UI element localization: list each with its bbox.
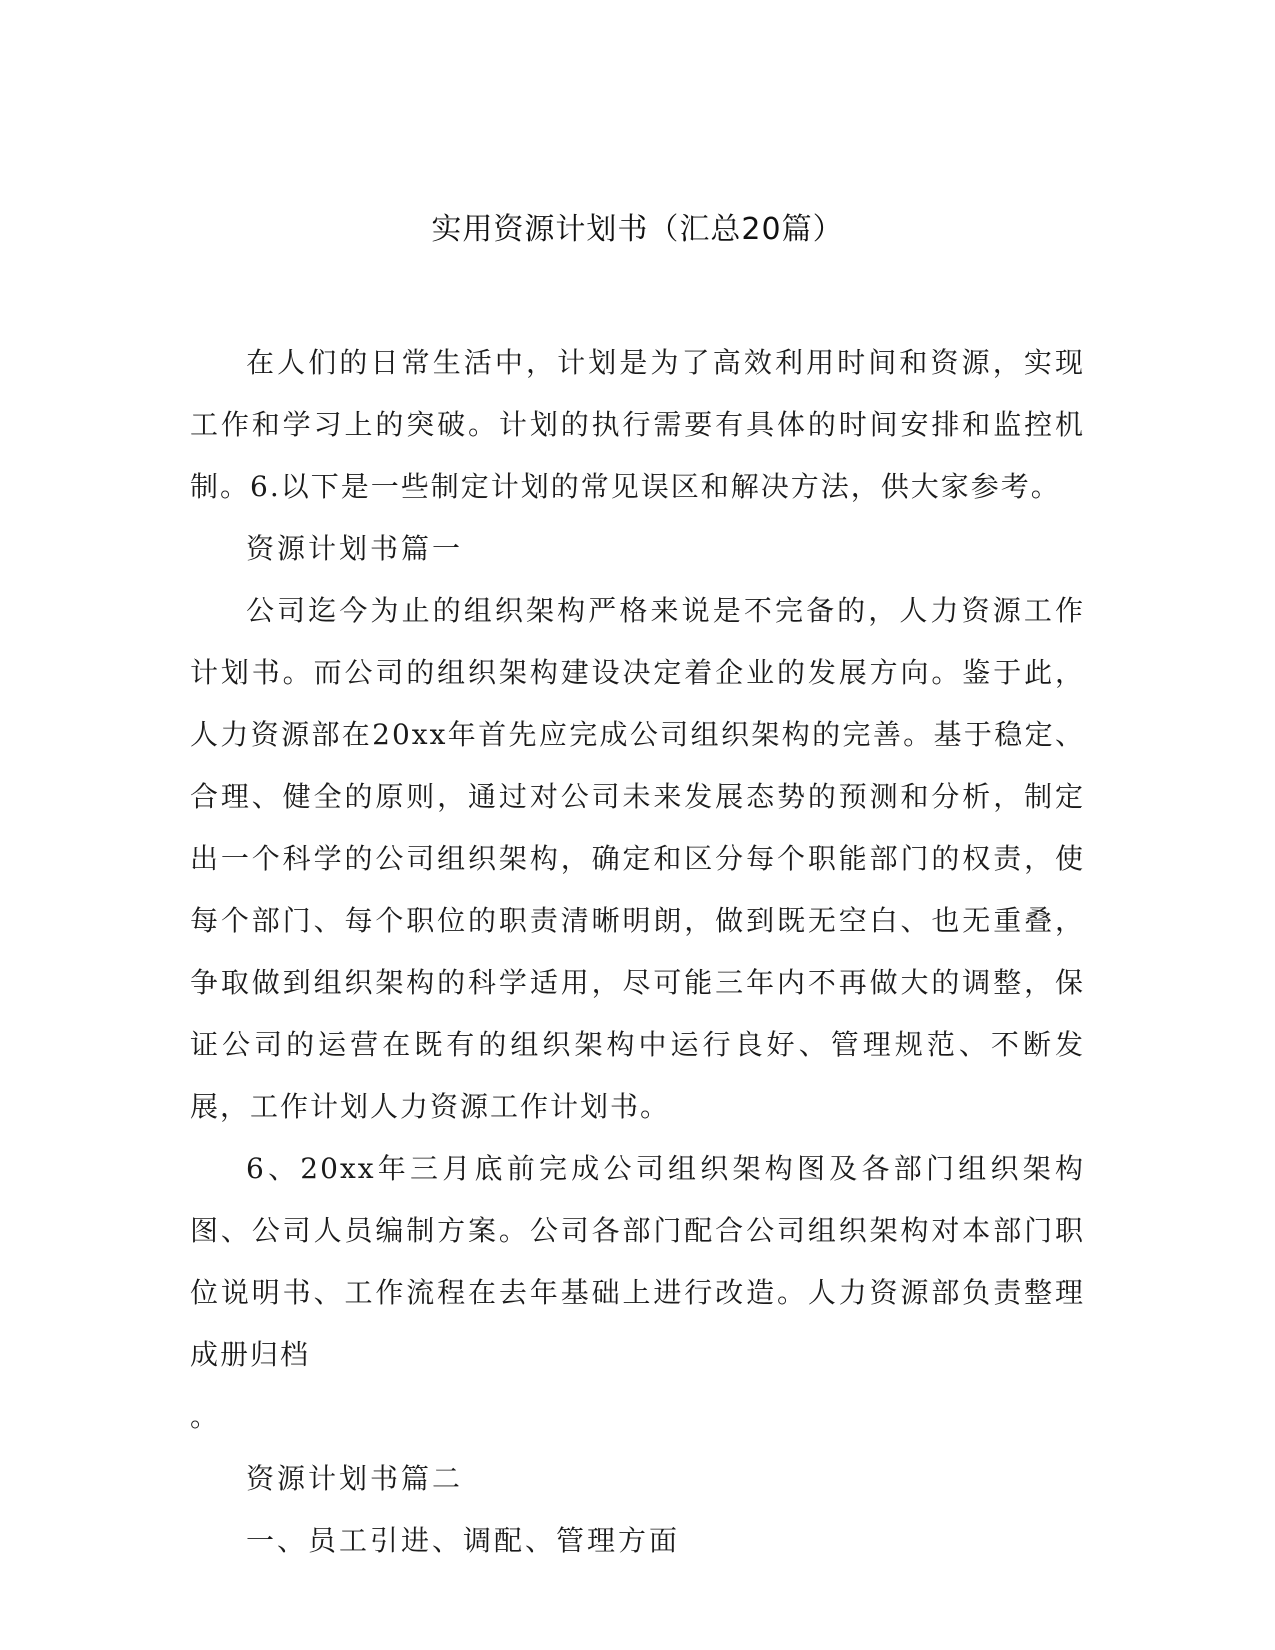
section1-paragraph-1: 公司迄今为止的组织架构严格来说是不完备的，人力资源工作计划书。而公司的组织架构建设决定着企业的发展方向。鉴于此，人力资源部在20xx年首先应完成公司组织架构的完善。基于稳定、合理、健全的原则，通过对公司未来发展态势的预测和分析，制定出一个科学的公司组织架构，确定和区分每个职能部门的权责，使每个部门、每个职位的职责清晰明朗，做到既无空白、也无重叠，争取做到组织架构的科学适用，尽可能三年内不再做大的调整，保证公司的运营在既有的组织架构中运行良好、管理规范、不断发展，工作计划人力资源工作计划书。 xyxy=(190,594,1085,1123)
document-title: 实用资源计划书（汇总20篇） xyxy=(431,212,844,247)
section1-paragraph-2-end-mark: 。 xyxy=(190,1400,219,1433)
section2-item-1: 一、员工引进、调配、管理方面 xyxy=(246,1524,681,1557)
section1-paragraph-2: 6、20xx年三月底前完成公司组织架构图及各部门组织架构图、公司人员编制方案。公司各部门配合公司组织架构对本部门职位说明书、工作流程在去年基础上进行改造。人力资源部负责整理成册归档 xyxy=(190,1152,1085,1371)
section-heading-2: 资源计划书篇二 xyxy=(246,1462,464,1495)
document-body xyxy=(190,332,1085,1572)
intro-paragraph: 在人们的日常生活中，计划是为了高效利用时间和资源，实现工作和学习上的突破。计划的执行需要有具体的时间安排和监控机制。6.以下是一些制定计划的常见误区和解决方法，供大家参考。 xyxy=(190,346,1085,503)
section-heading-1: 资源计划书篇一 xyxy=(246,532,464,565)
